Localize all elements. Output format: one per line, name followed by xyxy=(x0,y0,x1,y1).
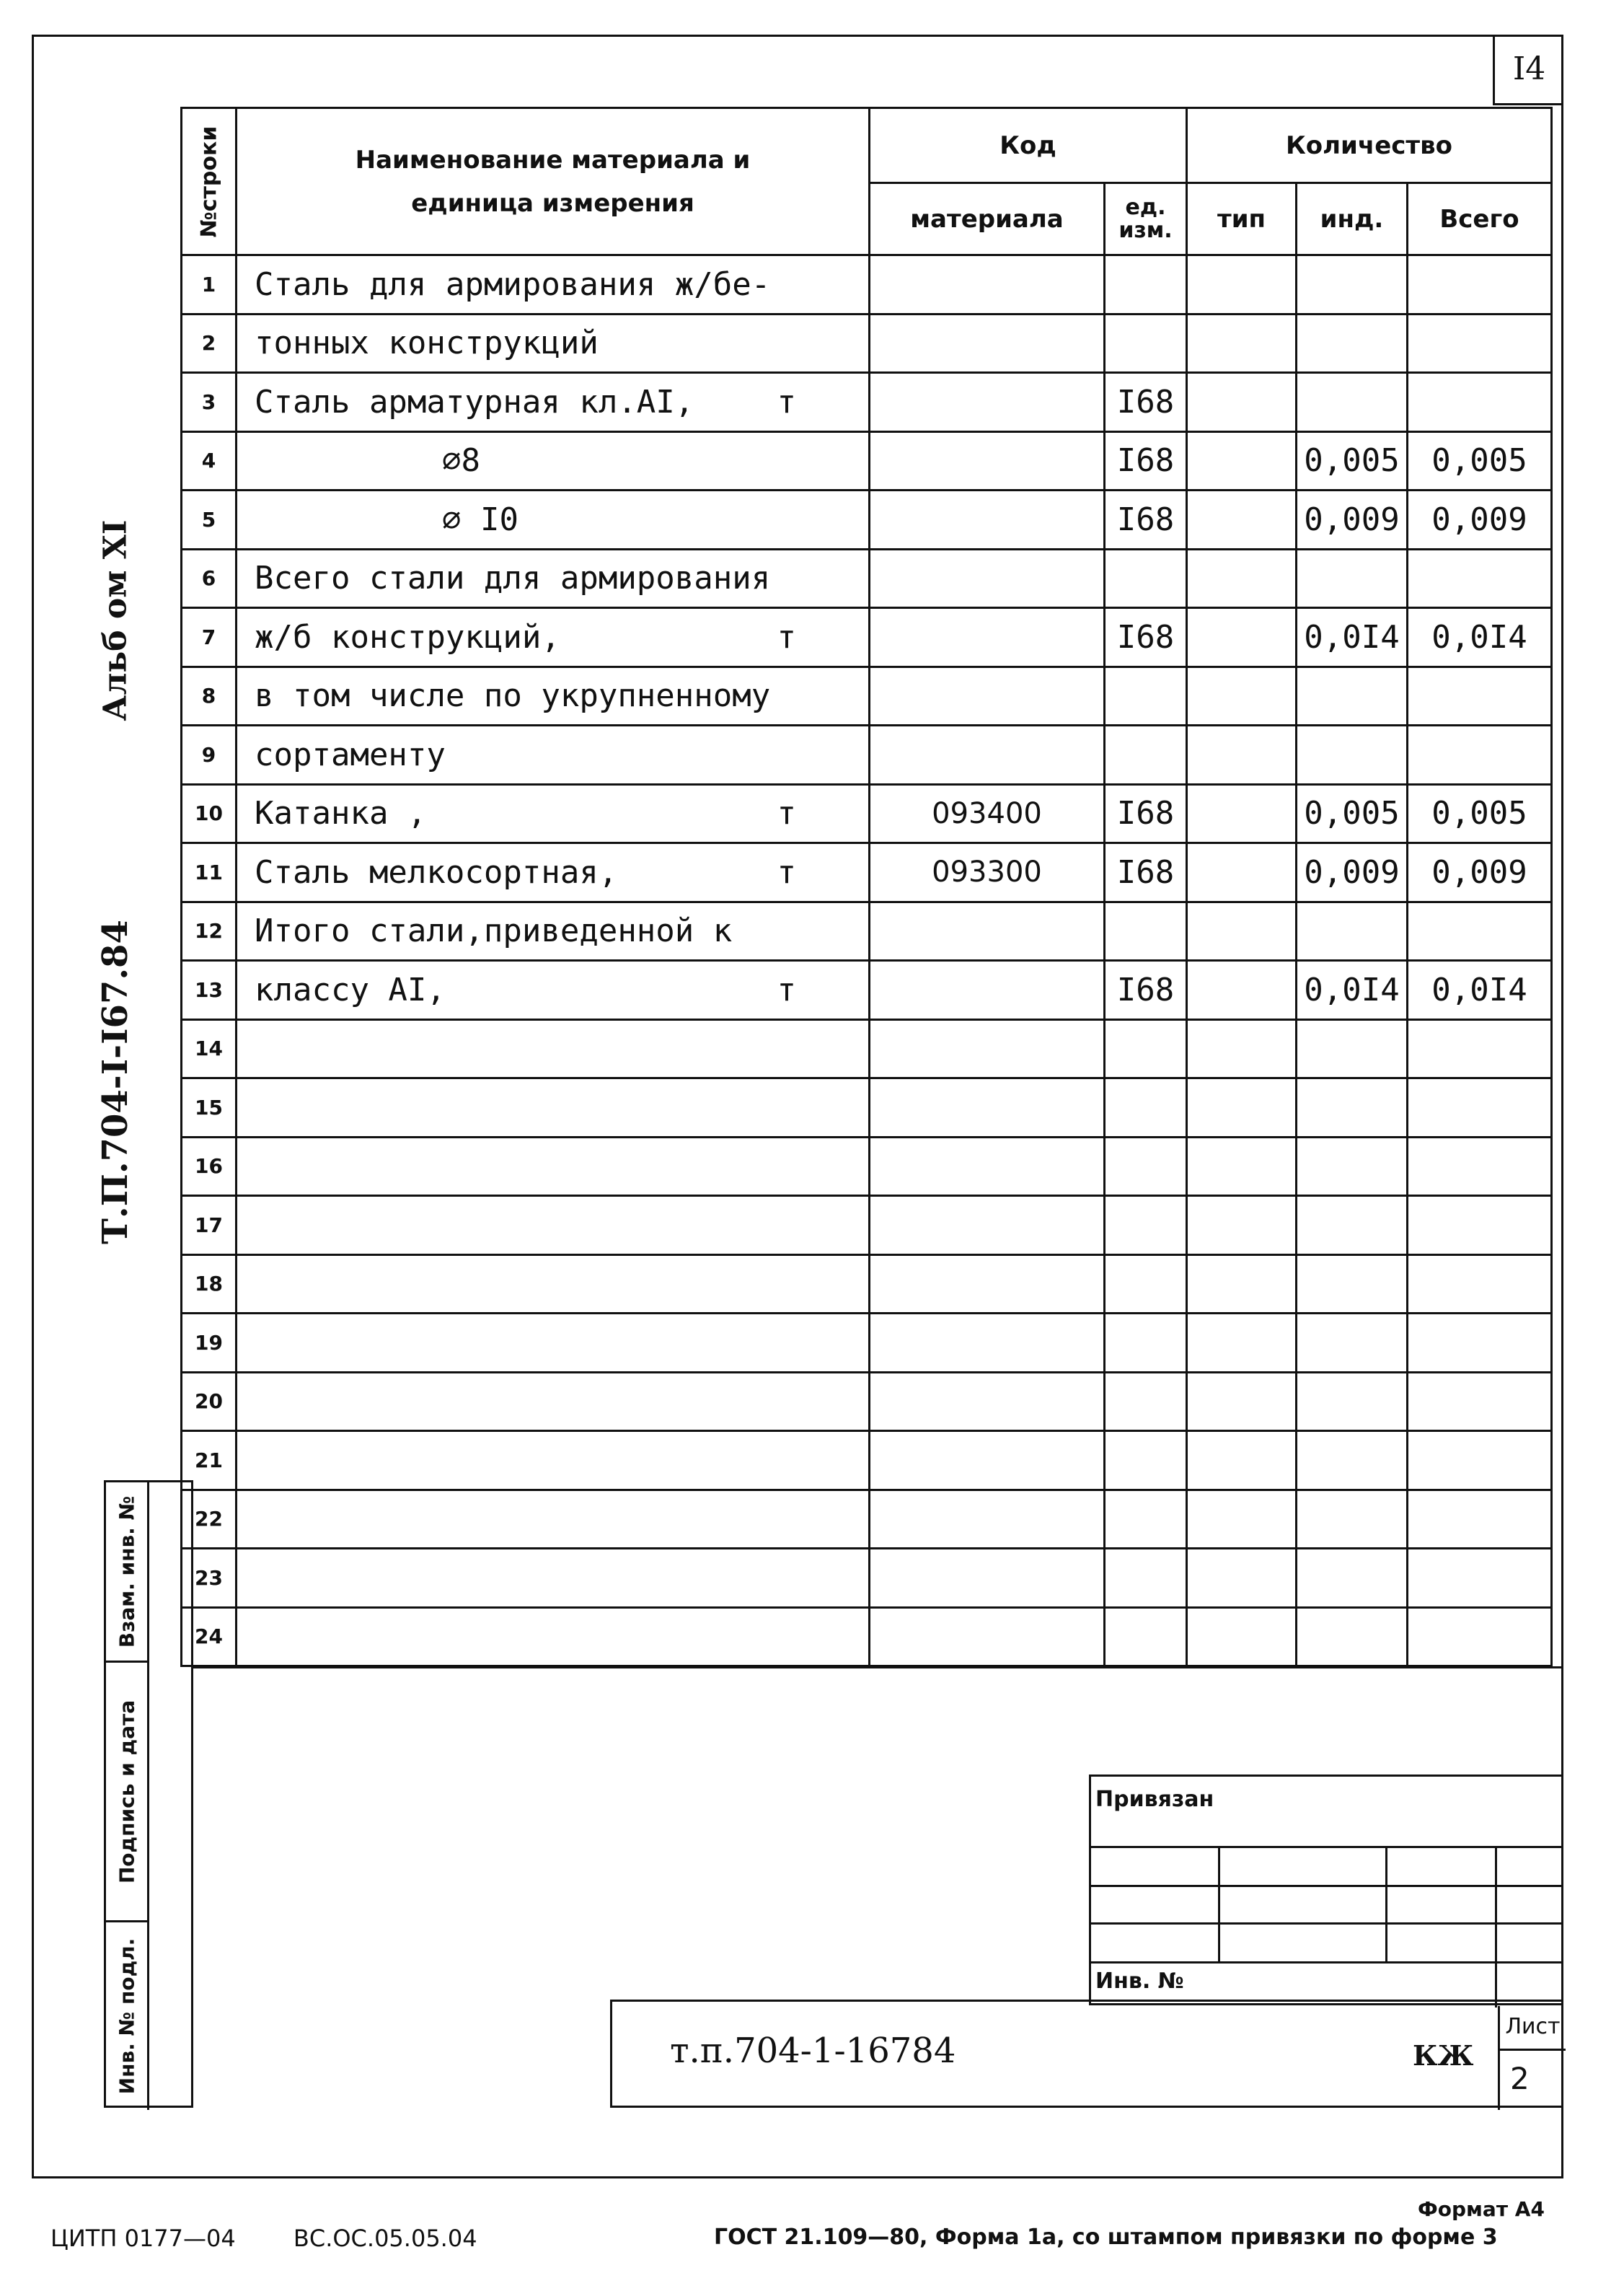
material-name-text: ⌀8 xyxy=(442,442,480,480)
binding-stamp xyxy=(1089,1775,1563,2005)
material-code xyxy=(870,1254,1105,1314)
table-row xyxy=(182,1196,1552,1255)
material-code xyxy=(870,726,1105,785)
unit-code: I68 xyxy=(1105,961,1187,1020)
qty-type xyxy=(1187,1607,1297,1666)
row-number: 7 xyxy=(182,608,237,667)
qty-total: 0,005 xyxy=(1408,431,1552,491)
row-number: 17 xyxy=(182,1196,237,1255)
qty-total: 0,009 xyxy=(1408,843,1552,902)
row-number: 6 xyxy=(182,549,237,608)
material-name-text: Сталь для армирования ж/бе- xyxy=(255,265,771,303)
qty-ind: 0,005 xyxy=(1297,431,1408,491)
material-name xyxy=(237,843,870,902)
material-code xyxy=(870,1549,1105,1608)
material-code xyxy=(870,1314,1105,1373)
standard-reference: ГОСТ 21.109—80, Форма 1а, со штампом привязки по форме 3 xyxy=(714,2225,1498,2250)
material-name xyxy=(237,667,870,726)
material-code: 093400 xyxy=(870,784,1105,843)
unit-code: I68 xyxy=(1105,491,1187,550)
material-code xyxy=(870,1137,1105,1196)
specification-table xyxy=(180,107,1553,1667)
header-material-name: Наименование материала и единица измерения xyxy=(237,108,870,255)
qty-total xyxy=(1408,1372,1552,1431)
qty-type xyxy=(1187,1019,1297,1078)
qty-ind: 0,0I4 xyxy=(1297,608,1408,667)
table-row xyxy=(182,314,1552,373)
qty-type xyxy=(1187,667,1297,726)
qty-total xyxy=(1408,373,1552,432)
material-name-text: сортаменту xyxy=(255,736,446,773)
qty-total xyxy=(1408,1490,1552,1549)
unit-code xyxy=(1105,1196,1187,1255)
material-name-text: Катанка , xyxy=(255,795,427,832)
row-number: 3 xyxy=(182,373,237,432)
material-code xyxy=(870,431,1105,491)
unit-code xyxy=(1105,667,1187,726)
table-row xyxy=(182,1607,1552,1666)
side-document-number: Т.П.704-I-I67.84 xyxy=(95,920,136,1244)
material-name xyxy=(237,1137,870,1196)
table-row xyxy=(182,373,1552,432)
qty-ind xyxy=(1297,667,1408,726)
table-row xyxy=(182,431,1552,491)
qty-type xyxy=(1187,961,1297,1020)
material-code xyxy=(870,1431,1105,1490)
material-name xyxy=(237,1431,870,1490)
material-code xyxy=(870,902,1105,961)
material-unit: т xyxy=(777,971,796,1008)
table-row xyxy=(182,255,1552,315)
row-number: 12 xyxy=(182,902,237,961)
qty-total: 0,0I4 xyxy=(1408,961,1552,1020)
row-number: 8 xyxy=(182,667,237,726)
material-name xyxy=(237,1372,870,1431)
unit-code: I68 xyxy=(1105,608,1187,667)
header-code-material: материала xyxy=(870,183,1105,255)
material-unit: т xyxy=(777,618,796,656)
row-number: 22 xyxy=(182,1490,237,1549)
material-unit: т xyxy=(777,795,796,832)
qty-type xyxy=(1187,1431,1297,1490)
material-name xyxy=(237,431,870,491)
qty-type xyxy=(1187,549,1297,608)
material-name xyxy=(237,1607,870,1666)
inv-original-cell: Инв. № подл. xyxy=(106,1922,149,2110)
qty-total xyxy=(1408,1431,1552,1490)
qty-ind xyxy=(1297,1314,1408,1373)
qty-ind xyxy=(1297,1078,1408,1138)
header-qty-ind: инд. xyxy=(1297,183,1408,255)
qty-type xyxy=(1187,902,1297,961)
header-code: Код xyxy=(870,108,1187,183)
unit-code xyxy=(1105,1078,1187,1138)
qty-total xyxy=(1408,1078,1552,1138)
qty-total xyxy=(1408,667,1552,726)
album-reference: Альб ом XI xyxy=(97,519,134,721)
material-name-text: Всего стали для армирования xyxy=(255,560,771,597)
qty-total xyxy=(1408,314,1552,373)
row-number: 16 xyxy=(182,1137,237,1196)
row-number: 10 xyxy=(182,784,237,843)
inv-replace-cell: Взам. инв. № xyxy=(106,1482,149,1663)
header-qty-type: тип xyxy=(1187,183,1297,255)
series-code: ВС.ОС.05.05.04 xyxy=(293,2225,477,2252)
qty-type xyxy=(1187,255,1297,315)
material-code xyxy=(870,1372,1105,1431)
stamp-document-number: т.п.704-1-16784 xyxy=(670,2031,956,2071)
material-name xyxy=(237,902,870,961)
qty-type xyxy=(1187,1314,1297,1373)
table-row xyxy=(182,1372,1552,1431)
material-name-text: ж/б конструкций, xyxy=(255,618,560,656)
row-number: 14 xyxy=(182,1019,237,1078)
stamp-mark: КЖ xyxy=(1413,2039,1474,2072)
table-row xyxy=(182,1549,1552,1608)
unit-code xyxy=(1105,1372,1187,1431)
qty-total xyxy=(1408,1196,1552,1255)
row-number: 9 xyxy=(182,726,237,785)
bottom-codes xyxy=(50,2225,528,2252)
row-number: 15 xyxy=(182,1078,237,1138)
header-code-unit: ед. изм. xyxy=(1105,183,1187,255)
table-row xyxy=(182,1078,1552,1138)
qty-type xyxy=(1187,784,1297,843)
qty-ind xyxy=(1297,1137,1408,1196)
qty-ind xyxy=(1297,549,1408,608)
material-name xyxy=(237,1078,870,1138)
qty-ind xyxy=(1297,255,1408,315)
qty-ind xyxy=(1297,314,1408,373)
qty-type xyxy=(1187,1196,1297,1255)
qty-ind xyxy=(1297,902,1408,961)
unit-code xyxy=(1105,726,1187,785)
material-unit: т xyxy=(777,383,796,421)
table-row xyxy=(182,549,1552,608)
qty-total xyxy=(1408,1549,1552,1608)
material-name-text: ⌀ I0 xyxy=(442,501,518,538)
material-code: 093300 xyxy=(870,843,1105,902)
qty-ind xyxy=(1297,1372,1408,1431)
unit-code: I68 xyxy=(1105,373,1187,432)
unit-code xyxy=(1105,1431,1187,1490)
unit-code xyxy=(1105,549,1187,608)
qty-type xyxy=(1187,1549,1297,1608)
unit-code xyxy=(1105,255,1187,315)
row-number: 20 xyxy=(182,1372,237,1431)
qty-type xyxy=(1187,373,1297,432)
table-body xyxy=(182,255,1552,1666)
qty-total xyxy=(1408,1254,1552,1314)
header-qty-total: Всего xyxy=(1408,183,1552,255)
material-name xyxy=(237,1490,870,1549)
qty-ind xyxy=(1297,1490,1408,1549)
material-name xyxy=(237,784,870,843)
unit-code xyxy=(1105,1607,1187,1666)
qty-type xyxy=(1187,1254,1297,1314)
material-name xyxy=(237,1549,870,1608)
material-name-text: Итого стали,приведенной к xyxy=(255,912,733,950)
qty-ind: 0,009 xyxy=(1297,843,1408,902)
qty-type xyxy=(1187,608,1297,667)
unit-code xyxy=(1105,1549,1187,1608)
signature-date-cell: Подпись и дата xyxy=(106,1663,149,1922)
sheet-number: 2 xyxy=(1498,2051,1566,2110)
row-number: 19 xyxy=(182,1314,237,1373)
material-code xyxy=(870,1196,1105,1255)
qty-total: 0,0I4 xyxy=(1408,608,1552,667)
header-quantity: Количество xyxy=(1187,108,1552,183)
qty-ind xyxy=(1297,1196,1408,1255)
table-row xyxy=(182,608,1552,667)
qty-total xyxy=(1408,255,1552,315)
sheet-label: Лист xyxy=(1498,2006,1566,2051)
table-row xyxy=(182,843,1552,902)
qty-total xyxy=(1408,1607,1552,1666)
qty-type xyxy=(1187,726,1297,785)
material-unit: т xyxy=(777,853,796,891)
row-number: 23 xyxy=(182,1549,237,1608)
qty-type xyxy=(1187,431,1297,491)
unit-code xyxy=(1105,1314,1187,1373)
material-name-text: Сталь мелкосортная, xyxy=(255,853,618,891)
qty-total xyxy=(1408,1137,1552,1196)
material-name xyxy=(237,549,870,608)
row-number: 4 xyxy=(182,431,237,491)
table-row xyxy=(182,726,1552,785)
unit-code xyxy=(1105,314,1187,373)
qty-type xyxy=(1187,843,1297,902)
material-code xyxy=(870,549,1105,608)
table-row xyxy=(182,491,1552,550)
material-name xyxy=(237,961,870,1020)
unit-code xyxy=(1105,1019,1187,1078)
material-name xyxy=(237,1314,870,1373)
table-row xyxy=(182,667,1552,726)
table-row xyxy=(182,1254,1552,1314)
unit-code xyxy=(1105,1490,1187,1549)
qty-ind: 0,005 xyxy=(1297,784,1408,843)
qty-ind xyxy=(1297,1607,1408,1666)
qty-ind xyxy=(1297,373,1408,432)
qty-total: 0,005 xyxy=(1408,784,1552,843)
qty-total xyxy=(1408,1019,1552,1078)
qty-type xyxy=(1187,1078,1297,1138)
row-number: 11 xyxy=(182,843,237,902)
row-number: 24 xyxy=(182,1607,237,1666)
material-code xyxy=(870,961,1105,1020)
row-number: 2 xyxy=(182,314,237,373)
material-code xyxy=(870,491,1105,550)
row-number: 18 xyxy=(182,1254,237,1314)
unit-code xyxy=(1105,1254,1187,1314)
unit-code: I68 xyxy=(1105,784,1187,843)
title-block xyxy=(610,2000,1563,2108)
material-name xyxy=(237,314,870,373)
material-code xyxy=(870,373,1105,432)
page-number: I4 xyxy=(1493,35,1563,105)
table-row xyxy=(182,784,1552,843)
unit-code xyxy=(1105,902,1187,961)
qty-ind: 0,0I4 xyxy=(1297,961,1408,1020)
qty-type xyxy=(1187,1372,1297,1431)
bound-label: Привязан xyxy=(1095,1787,1214,1812)
table-row xyxy=(182,902,1552,961)
material-name-text: тонных конструкций xyxy=(255,325,599,362)
unit-code xyxy=(1105,1137,1187,1196)
qty-type xyxy=(1187,491,1297,550)
qty-type xyxy=(1187,1137,1297,1196)
table-row xyxy=(182,1137,1552,1196)
material-code xyxy=(870,255,1105,315)
material-code xyxy=(870,1607,1105,1666)
row-number: 1 xyxy=(182,255,237,315)
unit-code: I68 xyxy=(1105,843,1187,902)
material-name xyxy=(237,1254,870,1314)
qty-ind xyxy=(1297,1549,1408,1608)
qty-total xyxy=(1408,726,1552,785)
side-stamp xyxy=(104,1480,193,2108)
row-number: 21 xyxy=(182,1431,237,1490)
unit-code: I68 xyxy=(1105,431,1187,491)
material-code xyxy=(870,608,1105,667)
table-row xyxy=(182,1314,1552,1373)
table-row xyxy=(182,1019,1552,1078)
qty-ind xyxy=(1297,1431,1408,1490)
material-code xyxy=(870,1019,1105,1078)
material-name-text: Сталь арматурная кл.AI, xyxy=(255,383,694,421)
table-row xyxy=(182,961,1552,1020)
material-name xyxy=(237,1196,870,1255)
qty-ind xyxy=(1297,1254,1408,1314)
material-code xyxy=(870,667,1105,726)
material-name xyxy=(237,1019,870,1078)
qty-ind xyxy=(1297,1019,1408,1078)
material-code xyxy=(870,314,1105,373)
material-name xyxy=(237,726,870,785)
qty-ind: 0,009 xyxy=(1297,491,1408,550)
material-code xyxy=(870,1078,1105,1138)
material-name-text: классу AI, xyxy=(255,971,446,1008)
material-name xyxy=(237,608,870,667)
material-name xyxy=(237,255,870,315)
material-name xyxy=(237,491,870,550)
qty-type xyxy=(1187,1490,1297,1549)
format-label: Формат А4 xyxy=(1418,2197,1545,2221)
qty-total: 0,009 xyxy=(1408,491,1552,550)
table-row xyxy=(182,1490,1552,1549)
qty-total xyxy=(1408,1314,1552,1373)
org-code: ЦИТП 0177—04 xyxy=(50,2225,236,2252)
inv-label: Инв. № xyxy=(1095,1969,1184,1994)
material-name xyxy=(237,373,870,432)
material-name-text: в том числе по укрупненному xyxy=(255,677,771,715)
table-row xyxy=(182,1431,1552,1490)
qty-ind xyxy=(1297,726,1408,785)
qty-type xyxy=(1187,314,1297,373)
qty-total xyxy=(1408,549,1552,608)
qty-total xyxy=(1408,902,1552,961)
material-code xyxy=(870,1490,1105,1549)
row-number: 13 xyxy=(182,961,237,1020)
header-row-number: №строки xyxy=(182,108,237,255)
row-number: 5 xyxy=(182,491,237,550)
